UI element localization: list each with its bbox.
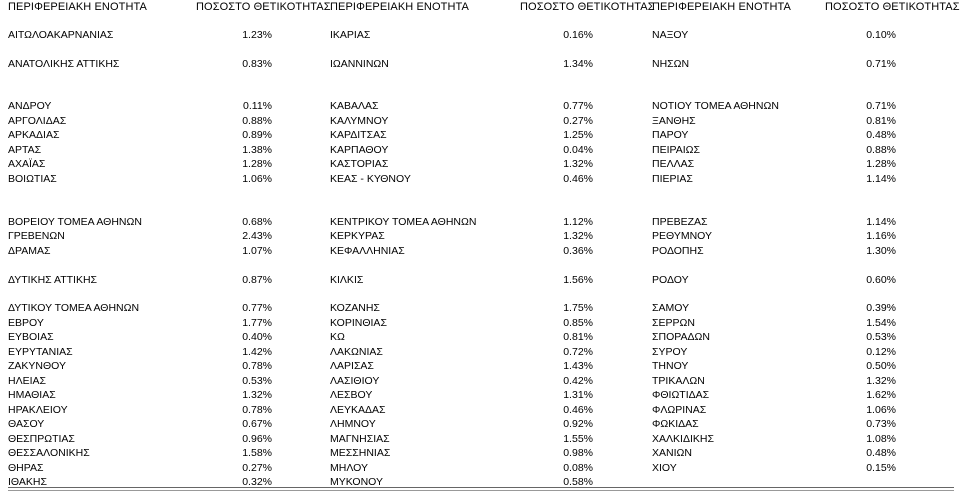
region-name: ΤΗΝΟΥ xyxy=(652,360,689,372)
region-name: ΗΛΕΙΑΣ xyxy=(8,375,47,387)
region-name: ΘΑΣΟΥ xyxy=(8,418,45,430)
region-name: ΡΟΔΟΠΗΣ xyxy=(652,245,704,257)
positivity-value: 0.53% xyxy=(866,331,896,343)
region-name: ΑΝΔΡΟΥ xyxy=(8,100,52,112)
positivity-value: 0.48% xyxy=(866,129,896,141)
region-name: ΕΒΡΟΥ xyxy=(8,317,44,329)
region-name: ΝΟΤΙΟΥ ΤΟΜΕΑ ΑΘΗΝΩΝ xyxy=(652,100,779,112)
positivity-value: 0.96% xyxy=(242,433,272,445)
region-name: ΣΑΜΟΥ xyxy=(652,302,690,314)
positivity-value: 0.36% xyxy=(563,245,593,257)
region-name: ΠΡΕΒΕΖΑΣ xyxy=(652,216,708,228)
region-name: ΑΙΤΩΛΟΑΚΑΡΝΑΝΙΑΣ xyxy=(8,29,114,41)
region-name: ΤΡΙΚΑΛΩΝ xyxy=(652,375,705,387)
positivity-value: 1.56% xyxy=(563,274,593,286)
positivity-value: 0.92% xyxy=(563,418,593,430)
positivity-value: 0.46% xyxy=(563,173,593,185)
positivity-value: 0.27% xyxy=(563,115,593,127)
region-name: ΠΑΡΟΥ xyxy=(652,129,689,141)
positivity-value: 0.08% xyxy=(563,462,593,474)
region-name: ΦΘΙΩΤΙΔΑΣ xyxy=(652,389,710,401)
region-name: ΘΗΡΑΣ xyxy=(8,462,44,474)
positivity-value: 1.58% xyxy=(242,447,272,459)
region-name: ΚΕΑΣ - ΚΥΘΝΟΥ xyxy=(330,173,411,185)
bottom-divider xyxy=(8,487,954,488)
positivity-value: 1.28% xyxy=(866,158,896,170)
positivity-value: 0.78% xyxy=(242,360,272,372)
header-positivity: ΠΟΣΟΣΤΟ ΘΕΤΙΚΟΤΗΤΑΣ xyxy=(520,1,655,13)
region-name: ΗΡΑΚΛΕΙΟΥ xyxy=(8,404,68,416)
positivity-value: 0.81% xyxy=(563,331,593,343)
region-name: ΛΑΚΩΝΙΑΣ xyxy=(330,346,383,358)
positivity-value: 1.38% xyxy=(242,144,272,156)
region-name: ΔΥΤΙΚΟΥ ΤΟΜΕΑ ΑΘΗΝΩΝ xyxy=(8,302,140,314)
positivity-value: 0.11% xyxy=(243,100,272,112)
region-name: ΑΡΤΑΣ xyxy=(8,144,42,156)
region-name: ΠΙΕΡΙΑΣ xyxy=(652,173,693,185)
region-name: ΚΕΡΚΥΡΑΣ xyxy=(330,230,385,242)
positivity-value: 1.25% xyxy=(563,129,593,141)
positivity-value: 1.32% xyxy=(866,375,896,387)
region-name: ΜΑΓΝΗΣΙΑΣ xyxy=(330,433,390,445)
positivity-value: 1.07% xyxy=(242,245,272,257)
region-name: ΡΟΔΟΥ xyxy=(652,274,689,286)
positivity-value: 0.46% xyxy=(563,404,593,416)
region-name: ΑΧΑΪΑΣ xyxy=(8,158,46,170)
region-name: ΘΕΣΠΡΩΤΙΑΣ xyxy=(8,433,75,445)
positivity-value: 0.58% xyxy=(563,476,593,488)
header-positivity: ΠΟΣΟΣΤΟ ΘΕΤΙΚΟΤΗΤΑΣ xyxy=(825,1,960,13)
region-name: ΝΑΞΟΥ xyxy=(652,29,689,41)
positivity-value: 1.32% xyxy=(563,158,593,170)
positivity-value: 0.81% xyxy=(866,115,896,127)
positivity-value: 1.42% xyxy=(242,346,272,358)
region-name: ΣΠΟΡΑΔΩΝ xyxy=(652,331,710,343)
region-name: ΧΙΟΥ xyxy=(652,462,677,474)
header-region: ΠΕΡΙΦΕΡΕΙΑΚΗ ΕΝΟΤΗΤΑ xyxy=(652,1,791,13)
region-name: ΑΡΚΑΔΙΑΣ xyxy=(8,129,60,141)
region-name: ΒΟΡΕΙΟΥ ΤΟΜΕΑ ΑΘΗΝΩΝ xyxy=(8,216,142,228)
positivity-value: 1.32% xyxy=(242,389,272,401)
region-name: ΦΩΚΙΔΑΣ xyxy=(652,418,699,430)
positivity-value: 0.77% xyxy=(242,302,272,314)
positivity-value: 0.15% xyxy=(866,462,896,474)
positivity-value: 1.34% xyxy=(563,58,593,70)
positivity-value: 0.77% xyxy=(563,100,593,112)
region-name: ΚΕΦΑΛΛΗΝΙΑΣ xyxy=(330,245,405,257)
region-name: ΛΑΡΙΣΑΣ xyxy=(330,360,374,372)
positivity-value: 0.39% xyxy=(866,302,896,314)
positivity-value: 0.27% xyxy=(242,462,272,474)
positivity-value: 0.88% xyxy=(242,115,272,127)
region-name: ΧΑΛΚΙΔΙΚΗΣ xyxy=(652,433,714,445)
region-name: ΛΕΥΚΑΔΑΣ xyxy=(330,404,386,416)
positivity-value: 1.12% xyxy=(563,216,593,228)
region-name: ΚΑΒΑΛΑΣ xyxy=(330,100,379,112)
region-name: ΠΕΙΡΑΙΩΣ xyxy=(652,144,700,156)
positivity-value: 1.30% xyxy=(866,245,896,257)
region-name: ΚΑΡΠΑΘΟΥ xyxy=(330,144,389,156)
positivity-value: 1.06% xyxy=(242,173,272,185)
table-header xyxy=(0,1,960,15)
region-name: ΕΥΡΥΤΑΝΙΑΣ xyxy=(8,346,73,358)
region-name: ΚΑΡΔΙΤΣΑΣ xyxy=(330,129,387,141)
positivity-value: 0.04% xyxy=(563,144,593,156)
positivity-value: 1.75% xyxy=(563,302,593,314)
positivity-value: 0.89% xyxy=(242,129,272,141)
positivity-value: 1.08% xyxy=(866,433,896,445)
header-positivity: ΠΟΣΟΣΤΟ ΘΕΤΙΚΟΤΗΤΑΣ xyxy=(196,1,331,13)
positivity-value: 1.28% xyxy=(242,158,272,170)
region-name: ΛΗΜΝΟΥ xyxy=(330,418,376,430)
region-name: ΠΕΛΛΑΣ xyxy=(652,158,695,170)
positivity-value: 0.12% xyxy=(866,346,896,358)
positivity-value: 0.48% xyxy=(866,447,896,459)
positivity-value: 1.16% xyxy=(866,230,896,242)
positivity-value: 0.71% xyxy=(866,58,896,70)
region-name: ΚΙΛΚΙΣ xyxy=(330,274,364,286)
positivity-value: 1.62% xyxy=(866,389,896,401)
region-name: ΓΡΕΒΕΝΩΝ xyxy=(8,230,65,242)
positivity-value: 0.53% xyxy=(242,375,272,387)
region-name: ΒΟΙΩΤΙΑΣ xyxy=(8,173,57,185)
positivity-value: 0.72% xyxy=(563,346,593,358)
positivity-value: 0.67% xyxy=(242,418,272,430)
positivity-value: 1.43% xyxy=(563,360,593,372)
region-name: ΜΕΣΣΗΝΙΑΣ xyxy=(330,447,391,459)
region-name: ΣΥΡΟΥ xyxy=(652,346,688,358)
region-name: ΞΑΝΘΗΣ xyxy=(652,115,696,127)
positivity-value: 1.23% xyxy=(242,29,272,41)
positivity-value: 1.54% xyxy=(866,317,896,329)
positivity-value: 0.71% xyxy=(866,100,896,112)
region-name: ΚΟΡΙΝΘΙΑΣ xyxy=(330,317,387,329)
region-name: ΚΩ xyxy=(330,331,345,343)
region-name: ΣΕΡΡΩΝ xyxy=(652,317,695,329)
positivity-value: 0.42% xyxy=(563,375,593,387)
positivity-value: 0.88% xyxy=(866,144,896,156)
region-name: ΗΜΑΘΙΑΣ xyxy=(8,389,56,401)
region-name: ΚΟΖΑΝΗΣ xyxy=(330,302,380,314)
positivity-value: 1.14% xyxy=(866,216,896,228)
positivity-value: 0.10% xyxy=(866,29,896,41)
positivity-value: 2.43% xyxy=(242,230,272,242)
positivity-value: 0.73% xyxy=(866,418,896,430)
region-name: ΚΕΝΤΡΙΚΟΥ ΤΟΜΕΑ ΑΘΗΝΩΝ xyxy=(330,216,477,228)
positivity-value: 1.31% xyxy=(563,389,593,401)
positivity-value: 0.60% xyxy=(866,274,896,286)
region-name: ΚΑΛΥΜΝΟΥ xyxy=(330,115,389,127)
region-name: ΙΩΑΝΝΙΝΩΝ xyxy=(330,58,389,70)
positivity-value: 0.83% xyxy=(242,58,272,70)
positivity-value: 1.32% xyxy=(563,230,593,242)
region-name: ΑΝΑΤΟΛΙΚΗΣ ΑΤΤΙΚΗΣ xyxy=(8,58,120,70)
positivity-value: 1.55% xyxy=(563,433,593,445)
region-name: ΧΑΝΙΩΝ xyxy=(652,447,692,459)
region-name: ΦΛΩΡΙΝΑΣ xyxy=(652,404,707,416)
positivity-value: 1.14% xyxy=(866,173,896,185)
region-name: ΖΑΚΥΝΘΟΥ xyxy=(8,360,67,372)
region-name: ΙΚΑΡΙΑΣ xyxy=(330,29,371,41)
region-name: ΘΕΣΣΑΛΟΝΙΚΗΣ xyxy=(8,447,90,459)
region-name: ΙΘΑΚΗΣ xyxy=(8,476,47,488)
region-name: ΝΗΣΩΝ xyxy=(652,58,690,70)
region-name: ΡΕΘΥΜΝΟΥ xyxy=(652,230,713,242)
positivity-value: 0.85% xyxy=(563,317,593,329)
region-name: ΛΑΣΙΘΙΟΥ xyxy=(330,375,380,387)
positivity-value: 0.68% xyxy=(242,216,272,228)
region-name: ΚΑΣΤΟΡΙΑΣ xyxy=(330,158,389,170)
header-region: ΠΕΡΙΦΕΡΕΙΑΚΗ ΕΝΟΤΗΤΑ xyxy=(8,1,147,13)
region-name: ΔΥΤΙΚΗΣ ΑΤΤΙΚΗΣ xyxy=(8,274,98,286)
positivity-value: 1.06% xyxy=(866,404,896,416)
positivity-value: 0.98% xyxy=(563,447,593,459)
positivity-value: 1.77% xyxy=(242,317,272,329)
region-name: ΜΗΛΟΥ xyxy=(330,462,368,474)
region-name: ΔΡΑΜΑΣ xyxy=(8,245,51,257)
bottom-divider xyxy=(8,490,954,491)
positivity-value: 0.40% xyxy=(242,331,272,343)
positivity-value: 0.50% xyxy=(866,360,896,372)
header-region: ΠΕΡΙΦΕΡΕΙΑΚΗ ΕΝΟΤΗΤΑ xyxy=(330,1,469,13)
region-name: ΕΥΒΟΙΑΣ xyxy=(8,331,54,343)
positivity-value: 0.87% xyxy=(242,274,272,286)
positivity-value: 0.32% xyxy=(242,476,272,488)
positivity-value: 0.78% xyxy=(242,404,272,416)
positivity-value: 0.16% xyxy=(563,29,593,41)
region-name: ΛΕΣΒΟΥ xyxy=(330,389,373,401)
region-name: ΑΡΓΟΛΙΔΑΣ xyxy=(8,115,67,127)
region-name: ΜΥΚΟΝΟΥ xyxy=(330,476,384,488)
